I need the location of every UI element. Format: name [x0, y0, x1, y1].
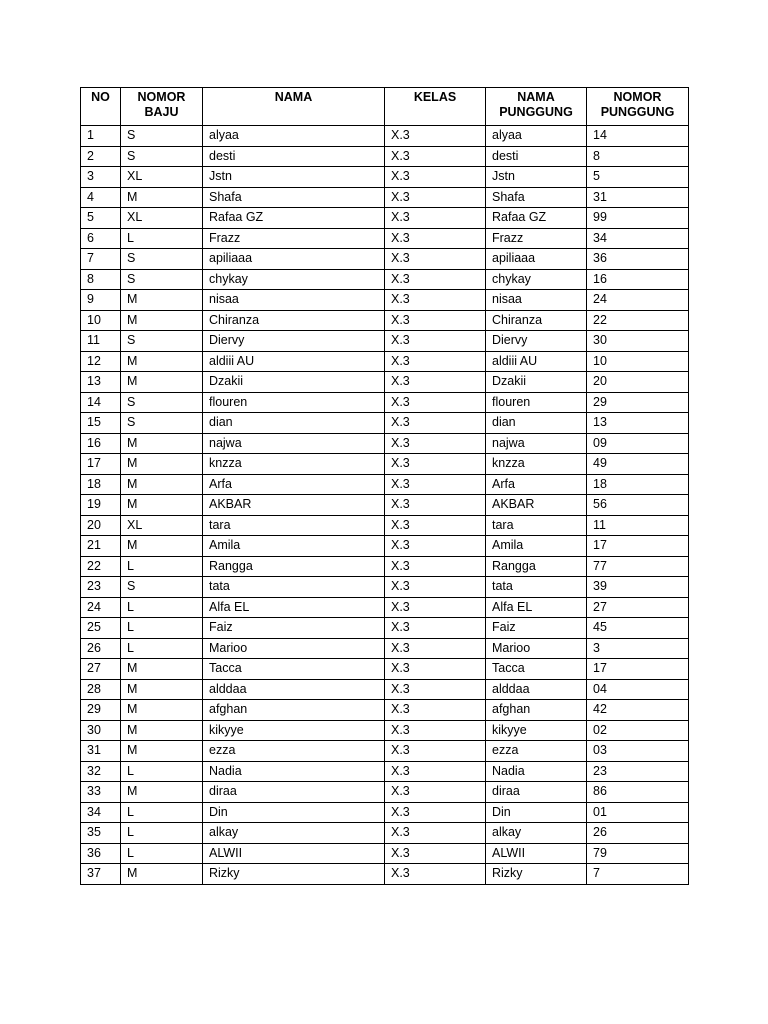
table-row — [81, 597, 689, 618]
table-row — [81, 782, 689, 803]
cell-nomor-baju: S — [121, 269, 203, 290]
cell-kelas: X.3 — [385, 187, 486, 208]
cell-kelas: X.3 — [385, 433, 486, 454]
cell-nomor-baju: M — [121, 700, 203, 721]
cell-nama: Arfa — [203, 474, 385, 495]
table-row — [81, 577, 689, 598]
cell-nama-punggung: desti — [486, 146, 587, 167]
cell-nama-punggung: tata — [486, 577, 587, 598]
table-row — [81, 167, 689, 188]
cell-no: 26 — [81, 638, 121, 659]
cell-nama-punggung: ALWII — [486, 843, 587, 864]
cell-nomor-punggung: 22 — [587, 310, 689, 331]
cell-nomor-punggung: 27 — [587, 597, 689, 618]
cell-no: 30 — [81, 720, 121, 741]
cell-nomor-punggung: 03 — [587, 741, 689, 762]
cell-nomor-punggung: 20 — [587, 372, 689, 393]
cell-nomor-baju: S — [121, 249, 203, 270]
cell-kelas: X.3 — [385, 782, 486, 803]
cell-nomor-baju: M — [121, 372, 203, 393]
cell-nomor-punggung: 24 — [587, 290, 689, 311]
table-row — [81, 700, 689, 721]
cell-nama-punggung: Frazz — [486, 228, 587, 249]
cell-nomor-baju: M — [121, 720, 203, 741]
table-row — [81, 392, 689, 413]
cell-kelas: X.3 — [385, 454, 486, 475]
cell-kelas: X.3 — [385, 228, 486, 249]
cell-no: 29 — [81, 700, 121, 721]
cell-nomor-baju: L — [121, 802, 203, 823]
cell-no: 35 — [81, 823, 121, 844]
cell-nama-punggung: AKBAR — [486, 495, 587, 516]
cell-kelas: X.3 — [385, 577, 486, 598]
cell-nama-punggung: knzza — [486, 454, 587, 475]
cell-kelas: X.3 — [385, 167, 486, 188]
cell-no: 37 — [81, 864, 121, 885]
cell-nomor-punggung: 79 — [587, 843, 689, 864]
cell-nama-punggung: Diervy — [486, 331, 587, 352]
cell-nomor-punggung: 26 — [587, 823, 689, 844]
cell-no: 36 — [81, 843, 121, 864]
header-no: NO — [81, 88, 121, 126]
cell-nama: Marioo — [203, 638, 385, 659]
header-kelas: KELAS — [385, 88, 486, 126]
cell-kelas: X.3 — [385, 331, 486, 352]
cell-nomor-baju: M — [121, 782, 203, 803]
table-row — [81, 187, 689, 208]
cell-no: 20 — [81, 515, 121, 536]
cell-nomor-baju: S — [121, 577, 203, 598]
cell-kelas: X.3 — [385, 126, 486, 147]
cell-nomor-punggung: 10 — [587, 351, 689, 372]
cell-nama: Rafaa GZ — [203, 208, 385, 229]
cell-nomor-punggung: 8 — [587, 146, 689, 167]
table-row — [81, 433, 689, 454]
cell-nama: najwa — [203, 433, 385, 454]
cell-nomor-baju: M — [121, 536, 203, 557]
cell-kelas: X.3 — [385, 597, 486, 618]
cell-nama-punggung: flouren — [486, 392, 587, 413]
cell-nama-punggung: ezza — [486, 741, 587, 762]
cell-kelas: X.3 — [385, 536, 486, 557]
table-row — [81, 720, 689, 741]
cell-nomor-baju: M — [121, 659, 203, 680]
cell-nomor-baju: L — [121, 597, 203, 618]
cell-nama: Tacca — [203, 659, 385, 680]
cell-no: 31 — [81, 741, 121, 762]
cell-kelas: X.3 — [385, 269, 486, 290]
table-row — [81, 761, 689, 782]
table-row — [81, 351, 689, 372]
cell-kelas: X.3 — [385, 351, 486, 372]
cell-kelas: X.3 — [385, 741, 486, 762]
cell-nama-punggung: Rangga — [486, 556, 587, 577]
table-row — [81, 290, 689, 311]
table-row — [81, 823, 689, 844]
table-row — [81, 413, 689, 434]
cell-no: 17 — [81, 454, 121, 475]
cell-nama: Jstn — [203, 167, 385, 188]
cell-no: 4 — [81, 187, 121, 208]
cell-nama-punggung: najwa — [486, 433, 587, 454]
table-row — [81, 372, 689, 393]
cell-nama: desti — [203, 146, 385, 167]
cell-nomor-baju: M — [121, 495, 203, 516]
cell-nomor-baju: L — [121, 556, 203, 577]
cell-no: 10 — [81, 310, 121, 331]
table-row — [81, 515, 689, 536]
cell-no: 11 — [81, 331, 121, 352]
cell-kelas: X.3 — [385, 413, 486, 434]
cell-nomor-baju: L — [121, 761, 203, 782]
cell-no: 21 — [81, 536, 121, 557]
cell-nama-punggung: apiliaaa — [486, 249, 587, 270]
cell-nama: knzza — [203, 454, 385, 475]
cell-nama: alkay — [203, 823, 385, 844]
cell-nama: nisaa — [203, 290, 385, 311]
cell-kelas: X.3 — [385, 864, 486, 885]
cell-nama-punggung: alkay — [486, 823, 587, 844]
cell-kelas: X.3 — [385, 843, 486, 864]
cell-nomor-baju: L — [121, 843, 203, 864]
cell-nama: ALWII — [203, 843, 385, 864]
cell-nama-punggung: Nadia — [486, 761, 587, 782]
cell-nomor-punggung: 02 — [587, 720, 689, 741]
cell-nama-punggung: tara — [486, 515, 587, 536]
cell-nomor-punggung: 34 — [587, 228, 689, 249]
cell-no: 32 — [81, 761, 121, 782]
cell-no: 16 — [81, 433, 121, 454]
cell-nama: AKBAR — [203, 495, 385, 516]
table-row — [81, 208, 689, 229]
cell-nomor-baju: S — [121, 413, 203, 434]
cell-nama: Rizky — [203, 864, 385, 885]
cell-nama: Rangga — [203, 556, 385, 577]
cell-nama-punggung: Din — [486, 802, 587, 823]
table-row — [81, 331, 689, 352]
cell-no: 3 — [81, 167, 121, 188]
table-body — [81, 126, 689, 885]
cell-nama-punggung: dian — [486, 413, 587, 434]
cell-kelas: X.3 — [385, 495, 486, 516]
cell-nama: alddaa — [203, 679, 385, 700]
table-row — [81, 310, 689, 331]
cell-nama: dian — [203, 413, 385, 434]
cell-nomor-baju: M — [121, 433, 203, 454]
cell-nama: Diervy — [203, 331, 385, 352]
table-header-row — [81, 88, 689, 126]
cell-nama-punggung: Marioo — [486, 638, 587, 659]
cell-nama: Dzakii — [203, 372, 385, 393]
table-row — [81, 843, 689, 864]
cell-nama-punggung: alddaa — [486, 679, 587, 700]
cell-no: 34 — [81, 802, 121, 823]
cell-kelas: X.3 — [385, 290, 486, 311]
cell-nama-punggung: afghan — [486, 700, 587, 721]
cell-nomor-punggung: 17 — [587, 659, 689, 680]
cell-nomor-baju: S — [121, 146, 203, 167]
cell-nomor-baju: M — [121, 741, 203, 762]
cell-nama-punggung: Arfa — [486, 474, 587, 495]
cell-no: 15 — [81, 413, 121, 434]
cell-nama: flouren — [203, 392, 385, 413]
cell-nama: Faiz — [203, 618, 385, 639]
cell-nama: Frazz — [203, 228, 385, 249]
table-row — [81, 536, 689, 557]
table-row — [81, 556, 689, 577]
cell-nama-punggung: nisaa — [486, 290, 587, 311]
cell-nama-punggung: Rafaa GZ — [486, 208, 587, 229]
cell-nama-punggung: kikyye — [486, 720, 587, 741]
cell-nomor-baju: M — [121, 679, 203, 700]
cell-nomor-punggung: 77 — [587, 556, 689, 577]
cell-nomor-punggung: 30 — [587, 331, 689, 352]
cell-nomor-punggung: 09 — [587, 433, 689, 454]
cell-kelas: X.3 — [385, 700, 486, 721]
cell-nomor-baju: XL — [121, 515, 203, 536]
cell-nomor-baju: L — [121, 618, 203, 639]
cell-nama-punggung: chykay — [486, 269, 587, 290]
cell-no: 5 — [81, 208, 121, 229]
cell-kelas: X.3 — [385, 310, 486, 331]
cell-nomor-punggung: 04 — [587, 679, 689, 700]
cell-kelas: X.3 — [385, 146, 486, 167]
cell-kelas: X.3 — [385, 515, 486, 536]
cell-nama: kikyye — [203, 720, 385, 741]
table-row — [81, 659, 689, 680]
cell-no: 27 — [81, 659, 121, 680]
table-row — [81, 741, 689, 762]
cell-nomor-punggung: 45 — [587, 618, 689, 639]
cell-nomor-punggung: 31 — [587, 187, 689, 208]
cell-nomor-baju: XL — [121, 208, 203, 229]
cell-kelas: X.3 — [385, 679, 486, 700]
cell-nama-punggung: alyaa — [486, 126, 587, 147]
cell-no: 33 — [81, 782, 121, 803]
table-row — [81, 864, 689, 885]
cell-kelas: X.3 — [385, 556, 486, 577]
cell-nama: alyaa — [203, 126, 385, 147]
cell-nomor-baju: S — [121, 126, 203, 147]
cell-nomor-punggung: 23 — [587, 761, 689, 782]
cell-nama: Nadia — [203, 761, 385, 782]
cell-no: 24 — [81, 597, 121, 618]
cell-nama-punggung: Rizky — [486, 864, 587, 885]
cell-nama: Amila — [203, 536, 385, 557]
cell-nomor-punggung: 39 — [587, 577, 689, 598]
cell-nomor-punggung: 49 — [587, 454, 689, 475]
cell-nomor-baju: S — [121, 331, 203, 352]
cell-no: 19 — [81, 495, 121, 516]
cell-kelas: X.3 — [385, 618, 486, 639]
cell-nama-punggung: Faiz — [486, 618, 587, 639]
cell-nomor-punggung: 29 — [587, 392, 689, 413]
cell-no: 8 — [81, 269, 121, 290]
cell-no: 18 — [81, 474, 121, 495]
cell-nomor-baju: XL — [121, 167, 203, 188]
cell-nomor-punggung: 11 — [587, 515, 689, 536]
cell-nomor-punggung: 36 — [587, 249, 689, 270]
cell-nomor-punggung: 16 — [587, 269, 689, 290]
cell-no: 7 — [81, 249, 121, 270]
cell-kelas: X.3 — [385, 823, 486, 844]
cell-nama: diraa — [203, 782, 385, 803]
cell-nama: Chiranza — [203, 310, 385, 331]
cell-kelas: X.3 — [385, 372, 486, 393]
cell-nama-punggung: Dzakii — [486, 372, 587, 393]
cell-nama-punggung: Tacca — [486, 659, 587, 680]
table-row — [81, 679, 689, 700]
header-nama-punggung: NAMA PUNGGUNG — [486, 88, 587, 126]
cell-nomor-punggung: 01 — [587, 802, 689, 823]
table-row — [81, 146, 689, 167]
cell-nama-punggung: Alfa EL — [486, 597, 587, 618]
table-row — [81, 126, 689, 147]
cell-kelas: X.3 — [385, 249, 486, 270]
cell-nama: tara — [203, 515, 385, 536]
cell-no: 9 — [81, 290, 121, 311]
cell-nama-punggung: diraa — [486, 782, 587, 803]
header-nomor-baju: NOMOR BAJU — [121, 88, 203, 126]
cell-no: 12 — [81, 351, 121, 372]
cell-no: 25 — [81, 618, 121, 639]
cell-no: 23 — [81, 577, 121, 598]
cell-nomor-punggung: 99 — [587, 208, 689, 229]
cell-nomor-punggung: 56 — [587, 495, 689, 516]
header-nomor-punggung: NOMOR PUNGGUNG — [587, 88, 689, 126]
cell-nama-punggung: aldiii AU — [486, 351, 587, 372]
cell-nama-punggung: Chiranza — [486, 310, 587, 331]
table-row — [81, 228, 689, 249]
cell-no: 13 — [81, 372, 121, 393]
table-row — [81, 474, 689, 495]
table-row — [81, 269, 689, 290]
cell-nama: apiliaaa — [203, 249, 385, 270]
cell-nomor-baju: M — [121, 474, 203, 495]
table-row — [81, 802, 689, 823]
cell-nama: chykay — [203, 269, 385, 290]
cell-kelas: X.3 — [385, 802, 486, 823]
cell-nama-punggung: Shafa — [486, 187, 587, 208]
cell-nama: tata — [203, 577, 385, 598]
table-row — [81, 249, 689, 270]
cell-nomor-punggung: 3 — [587, 638, 689, 659]
cell-kelas: X.3 — [385, 208, 486, 229]
cell-nomor-baju: M — [121, 310, 203, 331]
cell-nomor-baju: M — [121, 454, 203, 475]
cell-no: 6 — [81, 228, 121, 249]
table-row — [81, 618, 689, 639]
cell-kelas: X.3 — [385, 761, 486, 782]
cell-no: 2 — [81, 146, 121, 167]
cell-nomor-baju: M — [121, 187, 203, 208]
cell-kelas: X.3 — [385, 392, 486, 413]
cell-no: 1 — [81, 126, 121, 147]
cell-kelas: X.3 — [385, 720, 486, 741]
cell-nomor-punggung: 7 — [587, 864, 689, 885]
cell-nomor-punggung: 17 — [587, 536, 689, 557]
cell-nama: aldiii AU — [203, 351, 385, 372]
table-row — [81, 638, 689, 659]
cell-kelas: X.3 — [385, 474, 486, 495]
cell-nomor-punggung: 86 — [587, 782, 689, 803]
cell-nomor-baju: M — [121, 864, 203, 885]
cell-nomor-punggung: 14 — [587, 126, 689, 147]
cell-nama: Shafa — [203, 187, 385, 208]
table-row — [81, 495, 689, 516]
cell-nama: afghan — [203, 700, 385, 721]
cell-nama-punggung: Jstn — [486, 167, 587, 188]
cell-nomor-baju: L — [121, 823, 203, 844]
cell-nomor-baju: M — [121, 351, 203, 372]
cell-nomor-baju: M — [121, 290, 203, 311]
cell-nomor-baju: S — [121, 392, 203, 413]
cell-kelas: X.3 — [385, 638, 486, 659]
cell-nomor-punggung: 13 — [587, 413, 689, 434]
cell-nama: ezza — [203, 741, 385, 762]
cell-kelas: X.3 — [385, 659, 486, 680]
cell-nama: Alfa EL — [203, 597, 385, 618]
cell-nama: Din — [203, 802, 385, 823]
cell-nomor-punggung: 5 — [587, 167, 689, 188]
cell-nama-punggung: Amila — [486, 536, 587, 557]
cell-no: 22 — [81, 556, 121, 577]
cell-nomor-baju: L — [121, 228, 203, 249]
header-nama: NAMA — [203, 88, 385, 126]
table-row — [81, 454, 689, 475]
cell-nomor-punggung: 18 — [587, 474, 689, 495]
jersey-order-table — [80, 87, 689, 885]
cell-nomor-baju: L — [121, 638, 203, 659]
cell-no: 14 — [81, 392, 121, 413]
cell-no: 28 — [81, 679, 121, 700]
cell-nomor-punggung: 42 — [587, 700, 689, 721]
